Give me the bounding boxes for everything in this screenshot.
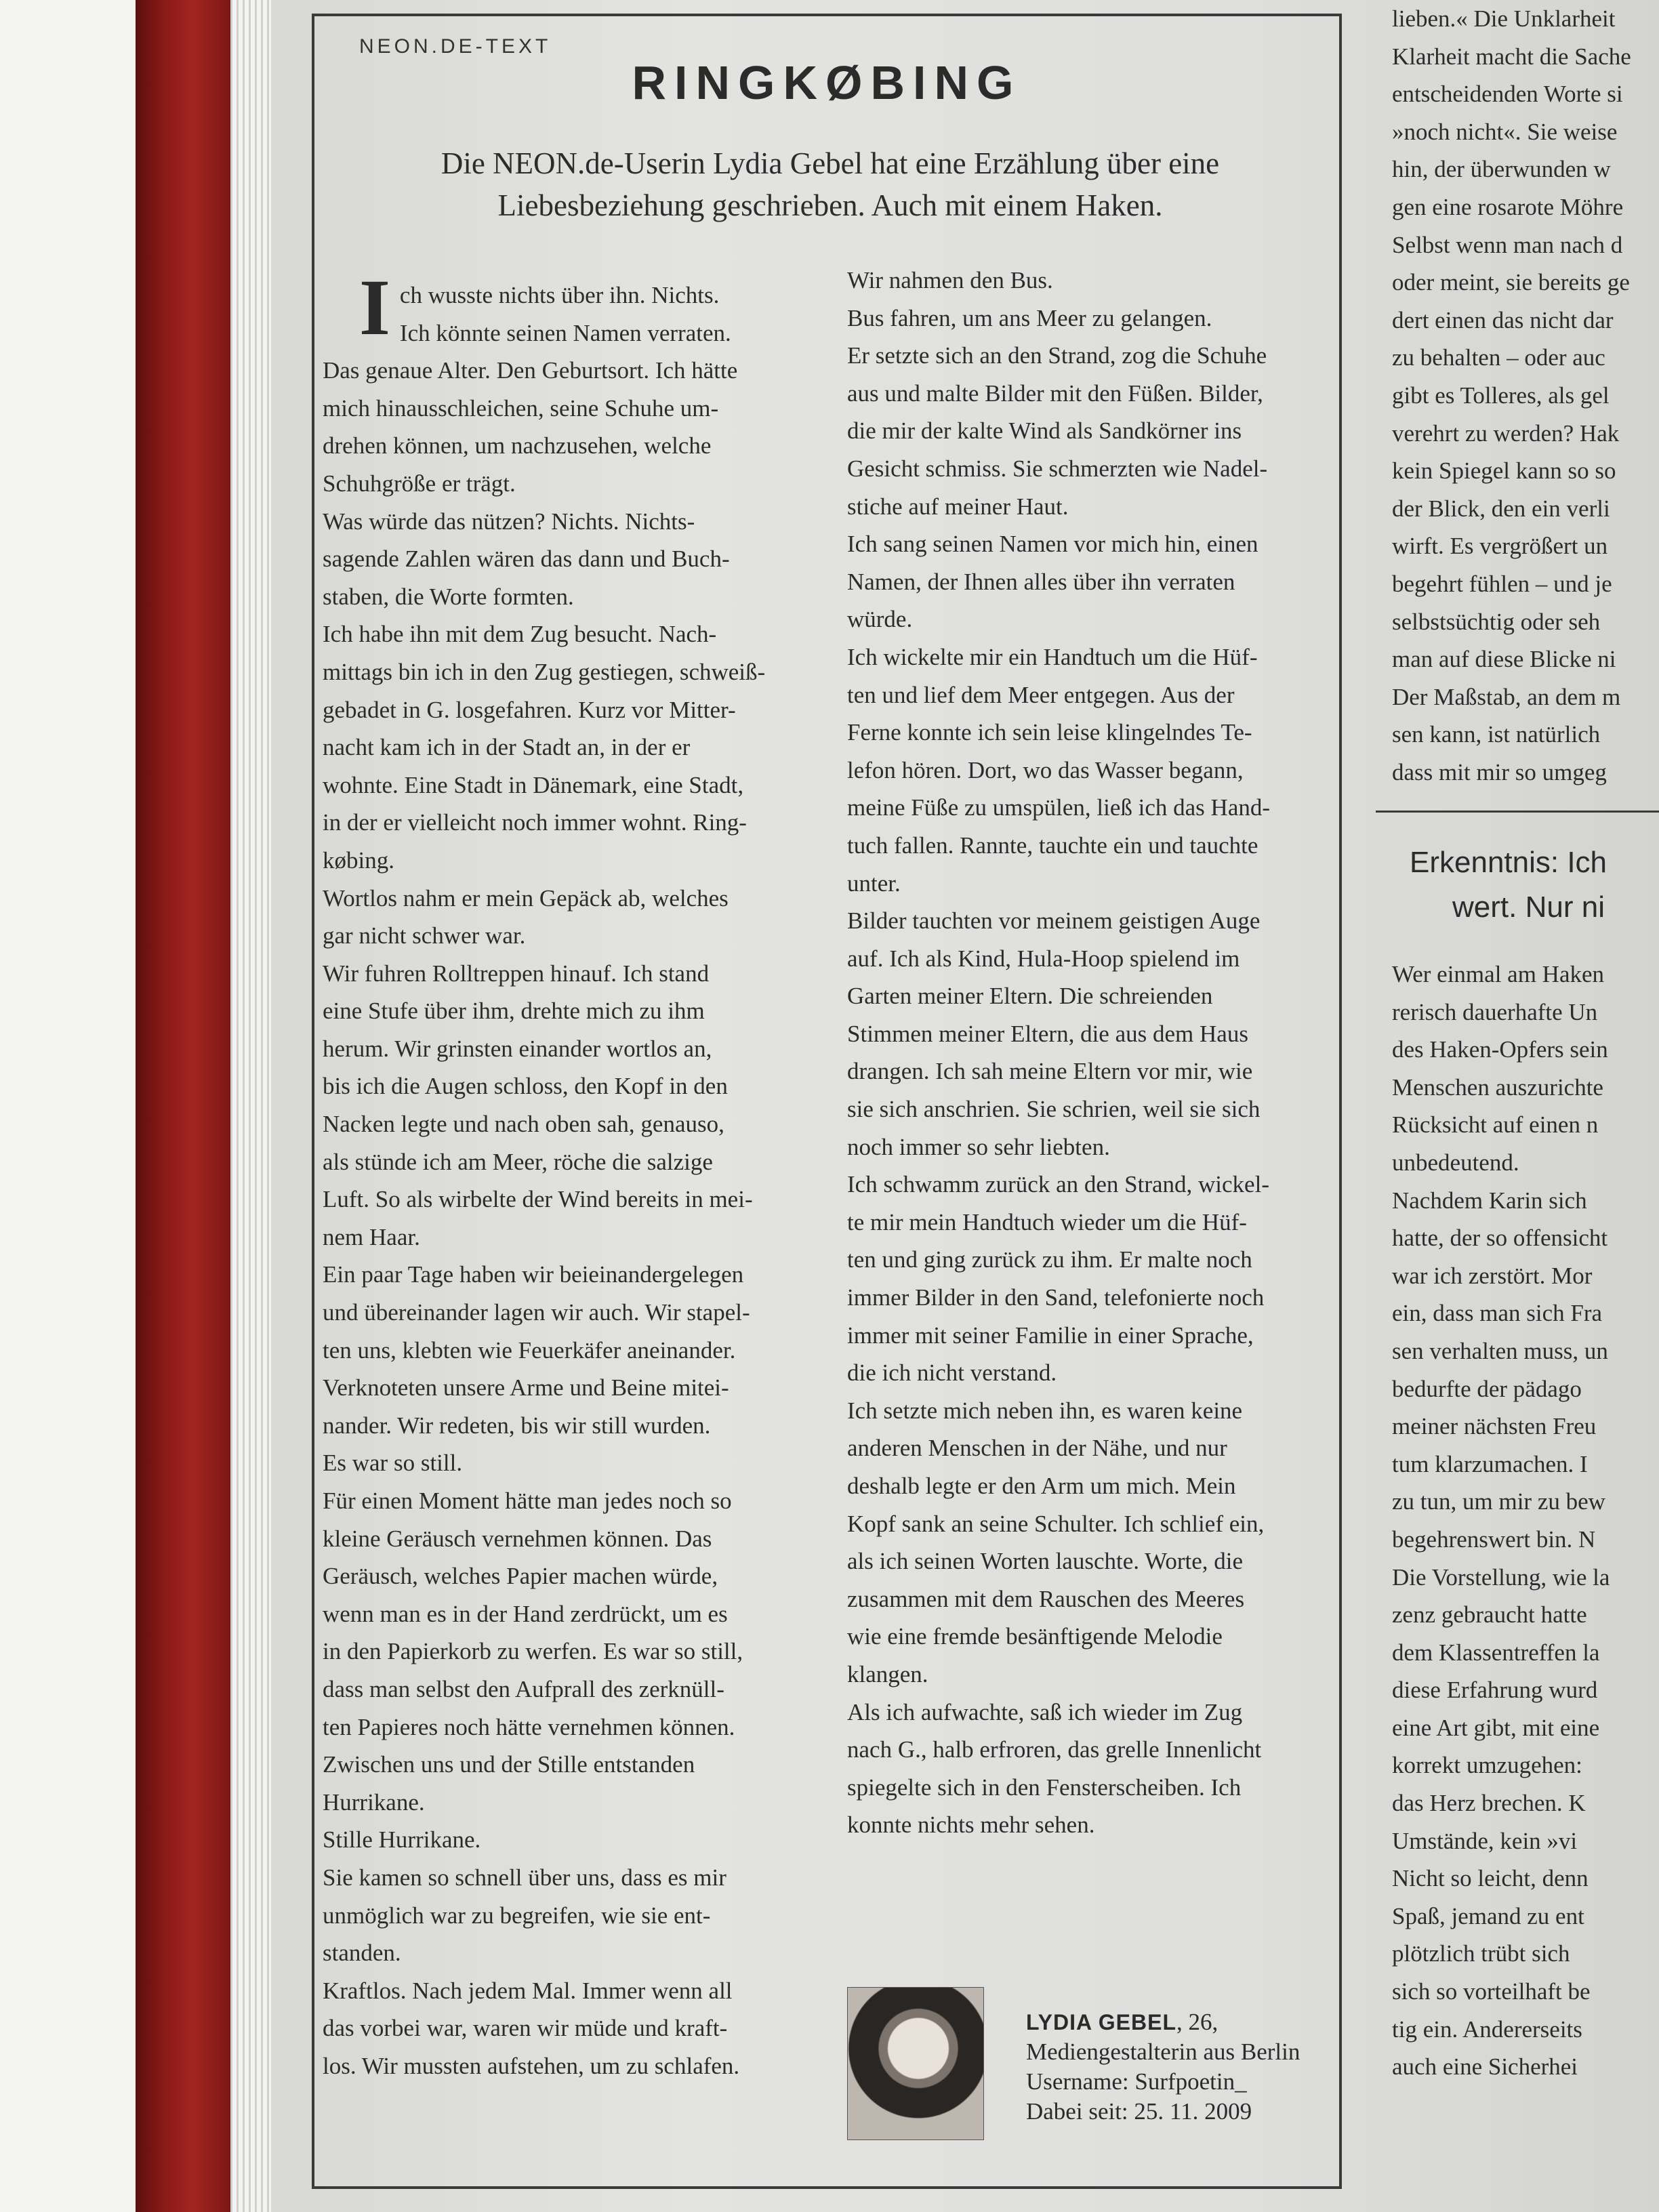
text-line: plötzlich trübt sich bbox=[1392, 1940, 1570, 1967]
text-line: tuch fallen. Rannte, tauchte ein und tauchte bbox=[847, 832, 1258, 859]
text-line: meiner nächsten Freu bbox=[1392, 1413, 1597, 1440]
text-line: und übereinander lagen wir auch. Wir stapel- bbox=[323, 1299, 750, 1326]
text-line: Spaß, jemand zu ent bbox=[1392, 1902, 1584, 1929]
text-line: gibt es Tolleres, als gel bbox=[1392, 382, 1610, 409]
text-line: zenz gebraucht hatte bbox=[1392, 1601, 1587, 1629]
text-line: drehen können, um nachzusehen, welche bbox=[323, 432, 712, 459]
text-line: Wer einmal am Haken bbox=[1392, 961, 1605, 987]
text-line: ten uns, klebten wie Feuerkäfer aneinander. bbox=[323, 1336, 736, 1364]
section-tag: NEON.DE-TEXT bbox=[359, 35, 552, 58]
text-line: Das genaue Alter. Den Geburtsort. Ich hätte bbox=[323, 357, 738, 384]
text-line: Stimmen meiner Eltern, die aus dem Haus bbox=[847, 1020, 1248, 1047]
article-column-1 bbox=[323, 263, 824, 2085]
text-line: lefon hören. Dort, wo das Wasser begann, bbox=[847, 756, 1244, 783]
text-line: Bus fahren, um ans Meer zu gelangen. bbox=[847, 304, 1212, 331]
text-line: staben, die Worte formten. bbox=[323, 583, 574, 610]
text-line: wohnte. Eine Stadt in Dänemark, eine Stadt, bbox=[323, 771, 744, 798]
text-line: Als ich aufwachte, saß ich wieder im Zug bbox=[847, 1698, 1243, 1725]
text-line: Geräusch, welches Papier machen würde, bbox=[323, 1563, 718, 1590]
text-line: eine Stufe über ihm, drehte mich zu ihm bbox=[323, 998, 705, 1025]
text-line: auch eine Sicherhei bbox=[1392, 2053, 1578, 2081]
adjacent-column-top bbox=[1392, 0, 1631, 791]
text-line: dert einen das nicht dar bbox=[1392, 306, 1614, 333]
text-line: man auf diese Blicke ni bbox=[1392, 646, 1616, 673]
text-line: drangen. Ich sah meine Eltern vor mir, wie bbox=[847, 1058, 1253, 1085]
text-line: Stille Hurrikane. bbox=[323, 1826, 481, 1853]
adjacent-heading bbox=[1410, 840, 1607, 930]
text-line: Ich setzte mich neben ihn, es waren keine bbox=[847, 1397, 1243, 1424]
page-stack-edges bbox=[230, 0, 271, 2212]
text-line: ch wusste nichts über ihn. Nichts. bbox=[399, 282, 720, 308]
text-line: Ferne konnte ich sein leise klingelndes Te- bbox=[847, 719, 1252, 746]
author-name: LYDIA GEBEL bbox=[1026, 2010, 1176, 2034]
adjacent-page bbox=[1376, 0, 1659, 2212]
text-line: diese Erfahrung wurd bbox=[1392, 1677, 1598, 1704]
text-line: ein, dass man sich Fra bbox=[1392, 1300, 1603, 1327]
text-line: zusammen mit dem Rauschen des Meeres bbox=[847, 1585, 1245, 1612]
text-line: gebadet in G. losgefahren. Kurz vor Mitter- bbox=[323, 696, 736, 723]
text-line: sich so vorteilhaft be bbox=[1392, 1978, 1591, 2005]
text-line: Es war so still. bbox=[323, 1450, 463, 1477]
author-box bbox=[847, 1987, 1335, 2150]
text-line: korrekt umzugehen: bbox=[1392, 1752, 1582, 1779]
text-line: eine Art gibt, mit eine bbox=[1392, 1714, 1600, 1741]
text-line: hatte, der so offensicht bbox=[1392, 1225, 1608, 1252]
text-line: stiche auf meiner Haut. bbox=[847, 493, 1069, 520]
text-line: zu behalten – oder auc bbox=[1392, 344, 1605, 371]
adjacent-column-bottom bbox=[1392, 956, 1610, 2086]
drop-cap: I bbox=[359, 263, 390, 352]
divider bbox=[1376, 811, 1659, 813]
text-line: klangen. bbox=[847, 1660, 928, 1687]
text-line: gar nicht schwer war. bbox=[323, 922, 526, 949]
text-line: Für einen Moment hätte man jedes noch so bbox=[323, 1488, 732, 1514]
text-line: sen verhalten muss, un bbox=[1392, 1337, 1608, 1364]
lede-line: Die NEON.de-Userin Lydia Gebel hat eine Erzählung über eine bbox=[441, 146, 1220, 180]
text-line: wirft. Es vergrößert un bbox=[1392, 533, 1608, 560]
text-line: Umstände, kein »vi bbox=[1392, 1827, 1578, 1854]
text-line: kleine Geräusch vernehmen können. Das bbox=[323, 1525, 712, 1552]
text-line: Menschen auszurichte bbox=[1392, 1073, 1603, 1101]
text-line: bis ich die Augen schloss, den Kopf in den bbox=[323, 1073, 728, 1100]
text-line: noch immer so sehr liebten. bbox=[847, 1133, 1110, 1160]
text-line: Sie kamen so schnell über uns, dass es mir bbox=[323, 1864, 726, 1891]
text-line: hin, der überwunden w bbox=[1392, 156, 1611, 183]
article-lede bbox=[380, 142, 1281, 226]
text-line: deshalb legte er den Arm um mich. Mein bbox=[847, 1473, 1236, 1499]
text-line: ten Papieres noch hätte vernehmen können. bbox=[323, 1713, 735, 1740]
text-line: nem Haar. bbox=[323, 1223, 420, 1250]
text-line: oder meint, sie bereits ge bbox=[1392, 269, 1630, 296]
text-line: standen. bbox=[323, 1940, 401, 1967]
text-line: te mir mein Handtuch wieder um die Hüf- bbox=[847, 1208, 1247, 1235]
text-line: als ich seinen Worten lauschte. Worte, die bbox=[847, 1548, 1244, 1575]
text-line: nander. Wir redeten, bis wir still wurden. bbox=[323, 1412, 711, 1439]
text-line: selbstsüchtig oder seh bbox=[1392, 608, 1601, 635]
text-line: sie sich anschrien. Sie schrien, weil sie sich bbox=[847, 1096, 1261, 1123]
text-line: Ich wickelte mir ein Handtuch um die Hüf- bbox=[847, 643, 1258, 670]
text-line: Kraftlos. Nach jedem Mal. Immer wenn all bbox=[323, 1977, 733, 2004]
text-line: bedurfte der pädago bbox=[1392, 1375, 1582, 1402]
text-line: immer mit seiner Familie in einer Sprache, bbox=[847, 1322, 1254, 1349]
text-line: Ein paar Tage haben wir beieinandergelegen bbox=[323, 1261, 744, 1288]
text-line: Luft. So als wirbelte der Wind bereits in mei- bbox=[323, 1186, 753, 1213]
text-line: des Haken-Opfers sein bbox=[1392, 1036, 1608, 1063]
text-line: »noch nicht«. Sie weise bbox=[1392, 118, 1618, 145]
text-line: los. Wir mussten aufstehen, um zu schlafen. bbox=[323, 2052, 740, 2079]
lede-line: Liebesbeziehung geschrieben. Auch mit einem Haken. bbox=[497, 188, 1163, 222]
text-line: Hurrikane. bbox=[323, 1788, 425, 1816]
text-line: mich hinausschleichen, seine Schuhe um- bbox=[323, 394, 719, 422]
text-line: Schuhgröße er trägt. bbox=[323, 470, 516, 497]
text-line: nach G., halb erfroren, das grelle Innenlicht bbox=[847, 1736, 1262, 1763]
text-line: aus und malte Bilder mit den Füßen. Bilder, bbox=[847, 380, 1263, 407]
text-line: Klarheit macht die Sache bbox=[1392, 43, 1631, 70]
text-line: zu tun, um mir zu bew bbox=[1392, 1488, 1605, 1515]
text-line: Bilder tauchten vor meinem geistigen Auge bbox=[847, 907, 1261, 935]
heading-line: wert. Nur ni bbox=[1452, 890, 1605, 924]
text-line: Die Vorstellung, wie la bbox=[1392, 1563, 1610, 1591]
text-line: lieben.« Die Unklarheit bbox=[1392, 5, 1616, 32]
text-line: unbedeutend. bbox=[1392, 1149, 1519, 1176]
text-line: Der Maßstab, an dem m bbox=[1392, 683, 1621, 710]
text-line: Ich sang seinen Namen vor mich hin, einen bbox=[847, 531, 1258, 558]
text-line: das Herz brechen. K bbox=[1392, 1790, 1586, 1817]
text-line: wenn man es in der Hand zerdrückt, um es bbox=[323, 1600, 728, 1627]
text-line: dem Klassentreffen la bbox=[1392, 1639, 1600, 1666]
text-line: Nicht so leicht, denn bbox=[1392, 1865, 1589, 1892]
text-line: Zwischen uns und der Stille entstanden bbox=[323, 1751, 695, 1778]
text-line: meine Füße zu umspülen, ließ ich das Hand- bbox=[847, 794, 1271, 821]
text-line: dass man selbst den Aufprall des zerknüll- bbox=[323, 1675, 724, 1702]
text-line: gen eine rosarote Möhre bbox=[1392, 193, 1624, 220]
text-line: unter. bbox=[847, 869, 901, 897]
text-line: immer Bilder in den Sand, telefonierte noch bbox=[847, 1284, 1265, 1311]
text-line: sen kann, ist natürlich bbox=[1392, 721, 1601, 748]
text-line: verehrt zu werden? Hak bbox=[1392, 419, 1620, 447]
text-line: Ich könnte seinen Namen verraten. bbox=[399, 319, 731, 346]
text-line: tum klarzumachen. I bbox=[1392, 1450, 1588, 1477]
text-line: der Blick, den ein verli bbox=[1392, 495, 1610, 522]
text-line: entscheidenden Worte si bbox=[1392, 81, 1623, 108]
text-line: war ich zerstört. Mor bbox=[1392, 1262, 1593, 1289]
text-line: Rücksicht auf einen n bbox=[1392, 1111, 1599, 1139]
article-column-2 bbox=[847, 262, 1349, 1844]
text-line: Wir fuhren Rolltreppen hinauf. Ich stand bbox=[323, 960, 710, 987]
text-line: Er setzte sich an den Strand, zog die Schuhe bbox=[847, 342, 1267, 369]
article-title: RINGKØBING bbox=[632, 56, 1022, 109]
text-line: anderen Menschen in der Nähe, und nur bbox=[847, 1435, 1227, 1462]
text-line: Namen, der Ihnen alles über ihn verraten bbox=[847, 568, 1235, 595]
text-line: Ich schwamm zurück an den Strand, wickel- bbox=[847, 1171, 1269, 1198]
text-line: spiegelte sich in den Fensterscheiben. Ich bbox=[847, 1774, 1242, 1801]
text-line: kein Spiegel kann so so bbox=[1392, 457, 1616, 485]
text-line: begehrenswert bin. N bbox=[1392, 1525, 1596, 1553]
text-line: nacht kam ich in der Stadt an, in der er bbox=[323, 734, 691, 761]
text-line: Nacken legte und nach oben sah, genauso, bbox=[323, 1111, 724, 1138]
text-line: ten und ging zurück zu ihm. Er malte noch bbox=[847, 1246, 1252, 1273]
text-line: würde. bbox=[847, 606, 913, 633]
magazine-cover-edge bbox=[136, 0, 230, 2212]
text-line: købing. bbox=[323, 846, 394, 874]
text-line: wie eine fremde besänftigende Melodie bbox=[847, 1623, 1223, 1650]
text-line: in den Papierkorb zu werfen. Es war so still, bbox=[323, 1638, 743, 1665]
text-line: Ich habe ihn mit dem Zug besucht. Nach- bbox=[323, 621, 717, 648]
text-line: die mir der kalte Wind als Sandkörner ins bbox=[847, 417, 1242, 445]
text-line: Nachdem Karin sich bbox=[1392, 1187, 1587, 1214]
text-line: die ich nicht verstand. bbox=[847, 1359, 1057, 1387]
text-line: Gesicht schmiss. Sie schmerzten wie Nadel- bbox=[847, 455, 1268, 482]
text-line: konnte nichts mehr sehen. bbox=[847, 1811, 1095, 1839]
text-line: Verknoteten unsere Arme und Beine mitei- bbox=[323, 1374, 729, 1401]
author-age: , 26, bbox=[1176, 2009, 1218, 2035]
author-photo bbox=[847, 1987, 984, 2140]
text-line: rerisch dauerhafte Un bbox=[1392, 998, 1598, 1025]
text-line: in der er vielleicht noch immer wohnt. Ring- bbox=[323, 809, 747, 836]
text-line: unmöglich war zu begreifen, wie sie ent- bbox=[323, 1902, 711, 1929]
author-since: Dabei seit: 25. 11. 2009 bbox=[1026, 2098, 1252, 2125]
text-line: Wortlos nahm er mein Gepäck ab, welches bbox=[323, 884, 729, 912]
text-line: dass mit mir so umgeg bbox=[1392, 758, 1607, 785]
text-line: Wir nahmen den Bus. bbox=[847, 267, 1053, 293]
author-info bbox=[1026, 2007, 1300, 2127]
text-line: herum. Wir grinsten einander wortlos an, bbox=[323, 1035, 712, 1062]
text-line: begehrt fühlen – und je bbox=[1392, 570, 1612, 597]
wall-background bbox=[0, 0, 136, 2212]
text-line: Kopf sank an seine Schulter. Ich schlief ein, bbox=[847, 1510, 1265, 1537]
author-username: Username: Surfpoetin_ bbox=[1026, 2068, 1247, 2095]
heading-line: Erkenntnis: Ich bbox=[1410, 846, 1607, 879]
text-line: als stünde ich am Meer, röche die salzige bbox=[323, 1148, 713, 1175]
text-line: Was würde das nützen? Nichts. Nichts- bbox=[323, 508, 695, 535]
text-line: das vorbei war, waren wir müde und kraft- bbox=[323, 2015, 728, 2042]
text-line: tig ein. Andererseits bbox=[1392, 2015, 1582, 2043]
text-line: sagende Zahlen wären das dann und Buch- bbox=[323, 546, 730, 573]
text-line: Garten meiner Eltern. Die schreienden bbox=[847, 983, 1213, 1010]
text-line: Selbst wenn man nach d bbox=[1392, 231, 1623, 258]
author-job: Mediengestalterin aus Berlin bbox=[1026, 2039, 1300, 2065]
text-line: mittags bin ich in den Zug gestiegen, schweiß- bbox=[323, 658, 766, 685]
text-line: ten und lief dem Meer entgegen. Aus der bbox=[847, 681, 1235, 708]
text-line: auf. Ich als Kind, Hula-Hoop spielend im bbox=[847, 945, 1240, 972]
